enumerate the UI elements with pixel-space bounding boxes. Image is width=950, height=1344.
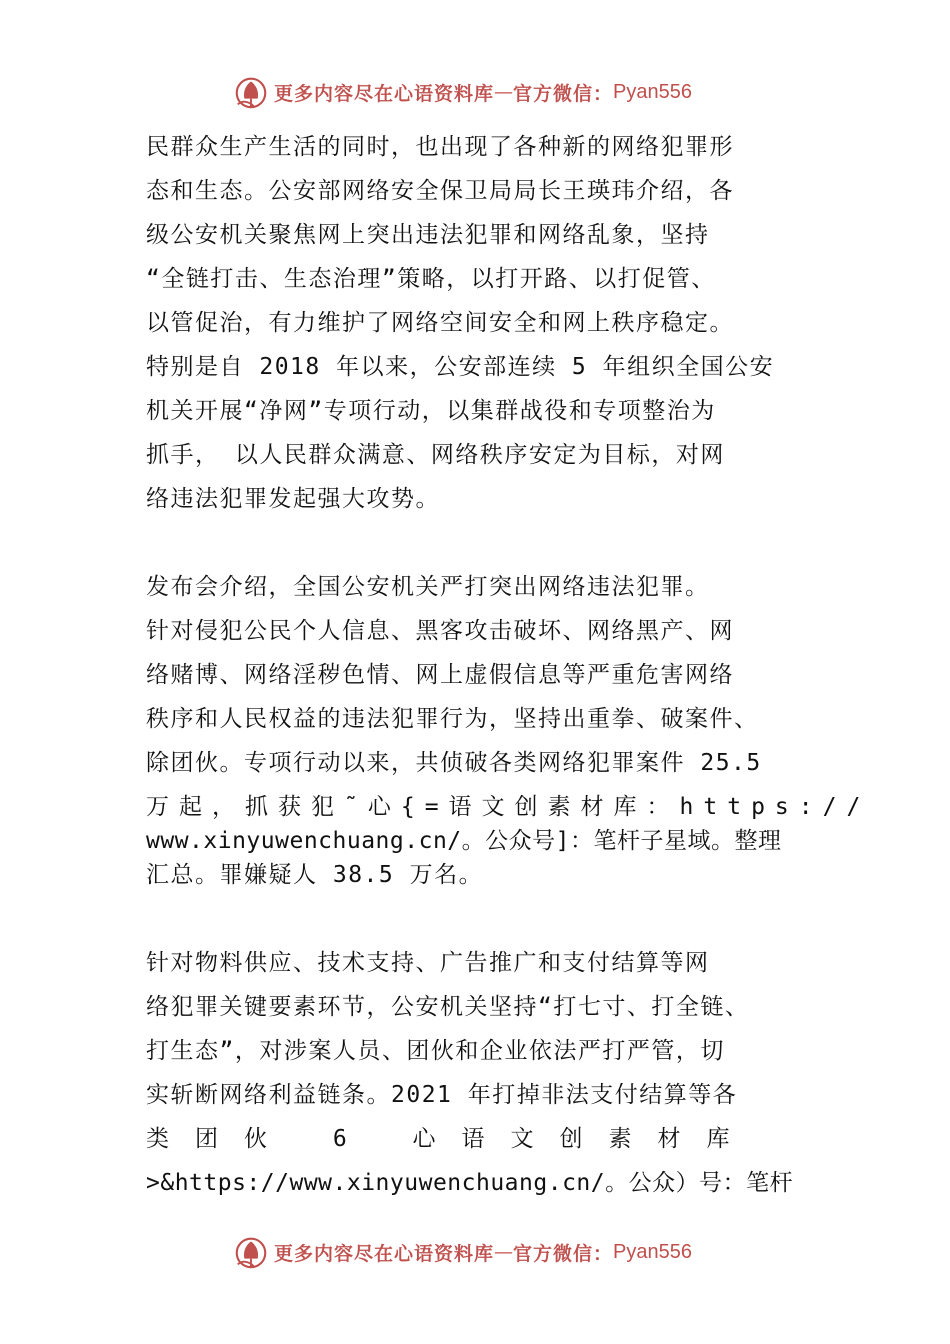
banner-label: 官方微信： bbox=[513, 1242, 614, 1265]
text-line: 针对物料供应、技术支持、广告推广和支付结算等网 bbox=[146, 950, 710, 976]
text-line: 络赌博、网络淫秽色情、网上虚假信息等严重危害网络 bbox=[146, 662, 734, 688]
banner-wechat-id: Pyan556 bbox=[613, 80, 692, 103]
text-line: 络犯罪关键要素环节，公安机关坚持“打七寸、打全链、 bbox=[146, 994, 750, 1020]
text-line: 以管促治，有力维护了网络空间安全和网上秩序稳定。 bbox=[146, 310, 734, 336]
text-line: 针对侵犯公民个人信息、黑客攻击破坏、网络黑产、网 bbox=[146, 618, 734, 644]
banner-label: 官方微信： bbox=[513, 82, 614, 105]
tulip-logo-icon bbox=[232, 1233, 270, 1271]
text-line: 级公安机关聚焦网上突出违法犯罪和网络乱象，坚持 bbox=[146, 222, 710, 248]
header-banner bbox=[232, 72, 692, 112]
text-line: 秩序和人民权益的违法犯罪行为，坚持出重拳、破案件、 bbox=[146, 706, 759, 732]
banner-wechat-id: Pyan556 bbox=[613, 1240, 692, 1263]
text-line: 汇总。罪嫌疑人 38.5 万名。 bbox=[146, 862, 484, 888]
banner-separator: — bbox=[494, 1241, 514, 1263]
banner-text: 更多内容尽在心语资料库 bbox=[274, 1242, 495, 1265]
banner-separator: — bbox=[494, 81, 514, 103]
text-line: 除团伙。专项行动以来，共侦破各类网络犯罪案件 25.5 bbox=[146, 750, 762, 776]
text-line: 民群众生产生活的同时，也出现了各种新的网络犯罪形 bbox=[146, 134, 734, 160]
banner-text: 更多内容尽在心语资料库 bbox=[274, 82, 495, 105]
text-line: 类团伙 6 心语文创素材库 bbox=[146, 1126, 756, 1152]
footer-banner bbox=[232, 1232, 692, 1272]
tulip-logo-icon bbox=[232, 73, 270, 111]
text-line: >&https://www.xinyuwenchuang.cn/。公众）号：笔杆 bbox=[146, 1170, 794, 1196]
text-line: www.xinyuwenchuang.cn/。公众号]：笔杆子星域。整理 bbox=[146, 828, 782, 854]
text-line: 特别是自 2018 年以来，公安部连续 5 年组织全国公安 bbox=[146, 354, 775, 380]
text-line: 态和生态。公安部网络安全保卫局局长王瑛玮介绍，各 bbox=[146, 178, 734, 204]
text-line: 实斩断网络利益链条。2021 年打掉非法支付结算等各 bbox=[146, 1082, 738, 1108]
text-line: 打生态”，对涉案人员、团伙和企业依法严打严管，切 bbox=[146, 1038, 725, 1064]
text-line: 万起，抓获犯˜心{=语文创素材库：https:// bbox=[146, 794, 871, 820]
text-line: 发布会介绍，全国公安机关严打突出网络违法犯罪。 bbox=[146, 574, 710, 600]
text-line: 抓手， 以人民群众满意、网络秩序安定为目标，对网 bbox=[146, 442, 725, 468]
text-line: “全链打击、生态治理”策略，以打开路、以打促管、 bbox=[146, 266, 716, 292]
text-line: 络违法犯罪发起强大攻势。 bbox=[146, 486, 440, 512]
text-line: 机关开展“净网”专项行动，以集群战役和专项整治为 bbox=[146, 398, 716, 424]
